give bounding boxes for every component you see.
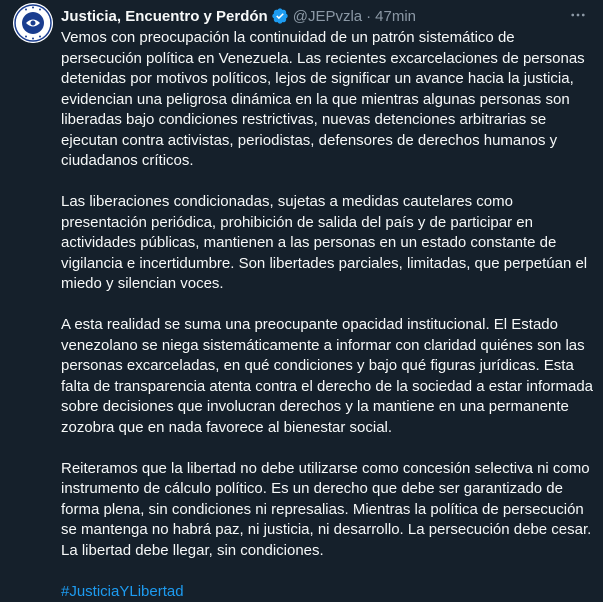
tweet-paragraph: Vemos con preocupación la continuidad de un patrón sistemático de persecución política en Venezuela. Las recientes excarcelaciones de personas detenidas por motivos políticos, lejos de significar un avance hacia la justicia, evidencian una peligrosa dinámica en la que mientras algunas personas son liberadas bajo condiciones restrictivas, nuevas detenciones arbitrarias se ejecutan contra activistas, periodistas, defensores de derechos humanos y ciudadanos críticos.	[61, 28, 593, 172]
tweet-header	[61, 5, 563, 27]
tweet-paragraph: Las liberaciones condicionadas, sujetas a medidas cautelares como presentación periódica, prohibición de salida del país y de participar en actividades públicas, mantienen a las personas en un estado constante de vigilancia e incertidumbre. Son libertades parciales, limitadas, que perpetúan el miedo y silencian voces.	[61, 192, 593, 295]
hashtag-link[interactable]: #JusticiaYLibertad	[61, 582, 184, 602]
separator-dot: ·	[366, 8, 371, 25]
author-handle[interactable]: @JEPvzla	[293, 8, 362, 25]
author-display-name[interactable]: Justicia, Encuentro y Perdón	[61, 8, 268, 25]
tweet-paragraph: A esta realidad se suma una preocupante opacidad institucional. El Estado venezolano se niega sistemáticamente a informar con claridad quiénes son las personas excarceladas, en qué condiciones y bajo qué figuras jurídicas. Esta falta de transparencia atenta contra el derecho de la sociedad a estar informada sobre decisiones que involucran derechos y la mantiene en una permanente zozobra que en nada favorece al bienestar social.	[61, 315, 593, 438]
tweet-text	[61, 28, 593, 602]
verified-badge-icon[interactable]	[271, 7, 289, 25]
org-logo-icon[interactable]	[13, 3, 53, 43]
more-options-icon[interactable]	[567, 6, 589, 24]
tweet-paragraph: Reiteramos que la libertad no debe utilizarse como concesión selectiva ni como instrumento de cálculo político. Es un derecho que debe ser garantizado de forma plena, sin condiciones ni represalias. Mientras la política de persecución se mantenga no habrá paz, ni justicia, ni desarrollo. La persecución debe cesar. La libertad debe llegar, sin condiciones.	[61, 459, 593, 562]
tweet-timestamp[interactable]: 47min	[375, 8, 416, 25]
